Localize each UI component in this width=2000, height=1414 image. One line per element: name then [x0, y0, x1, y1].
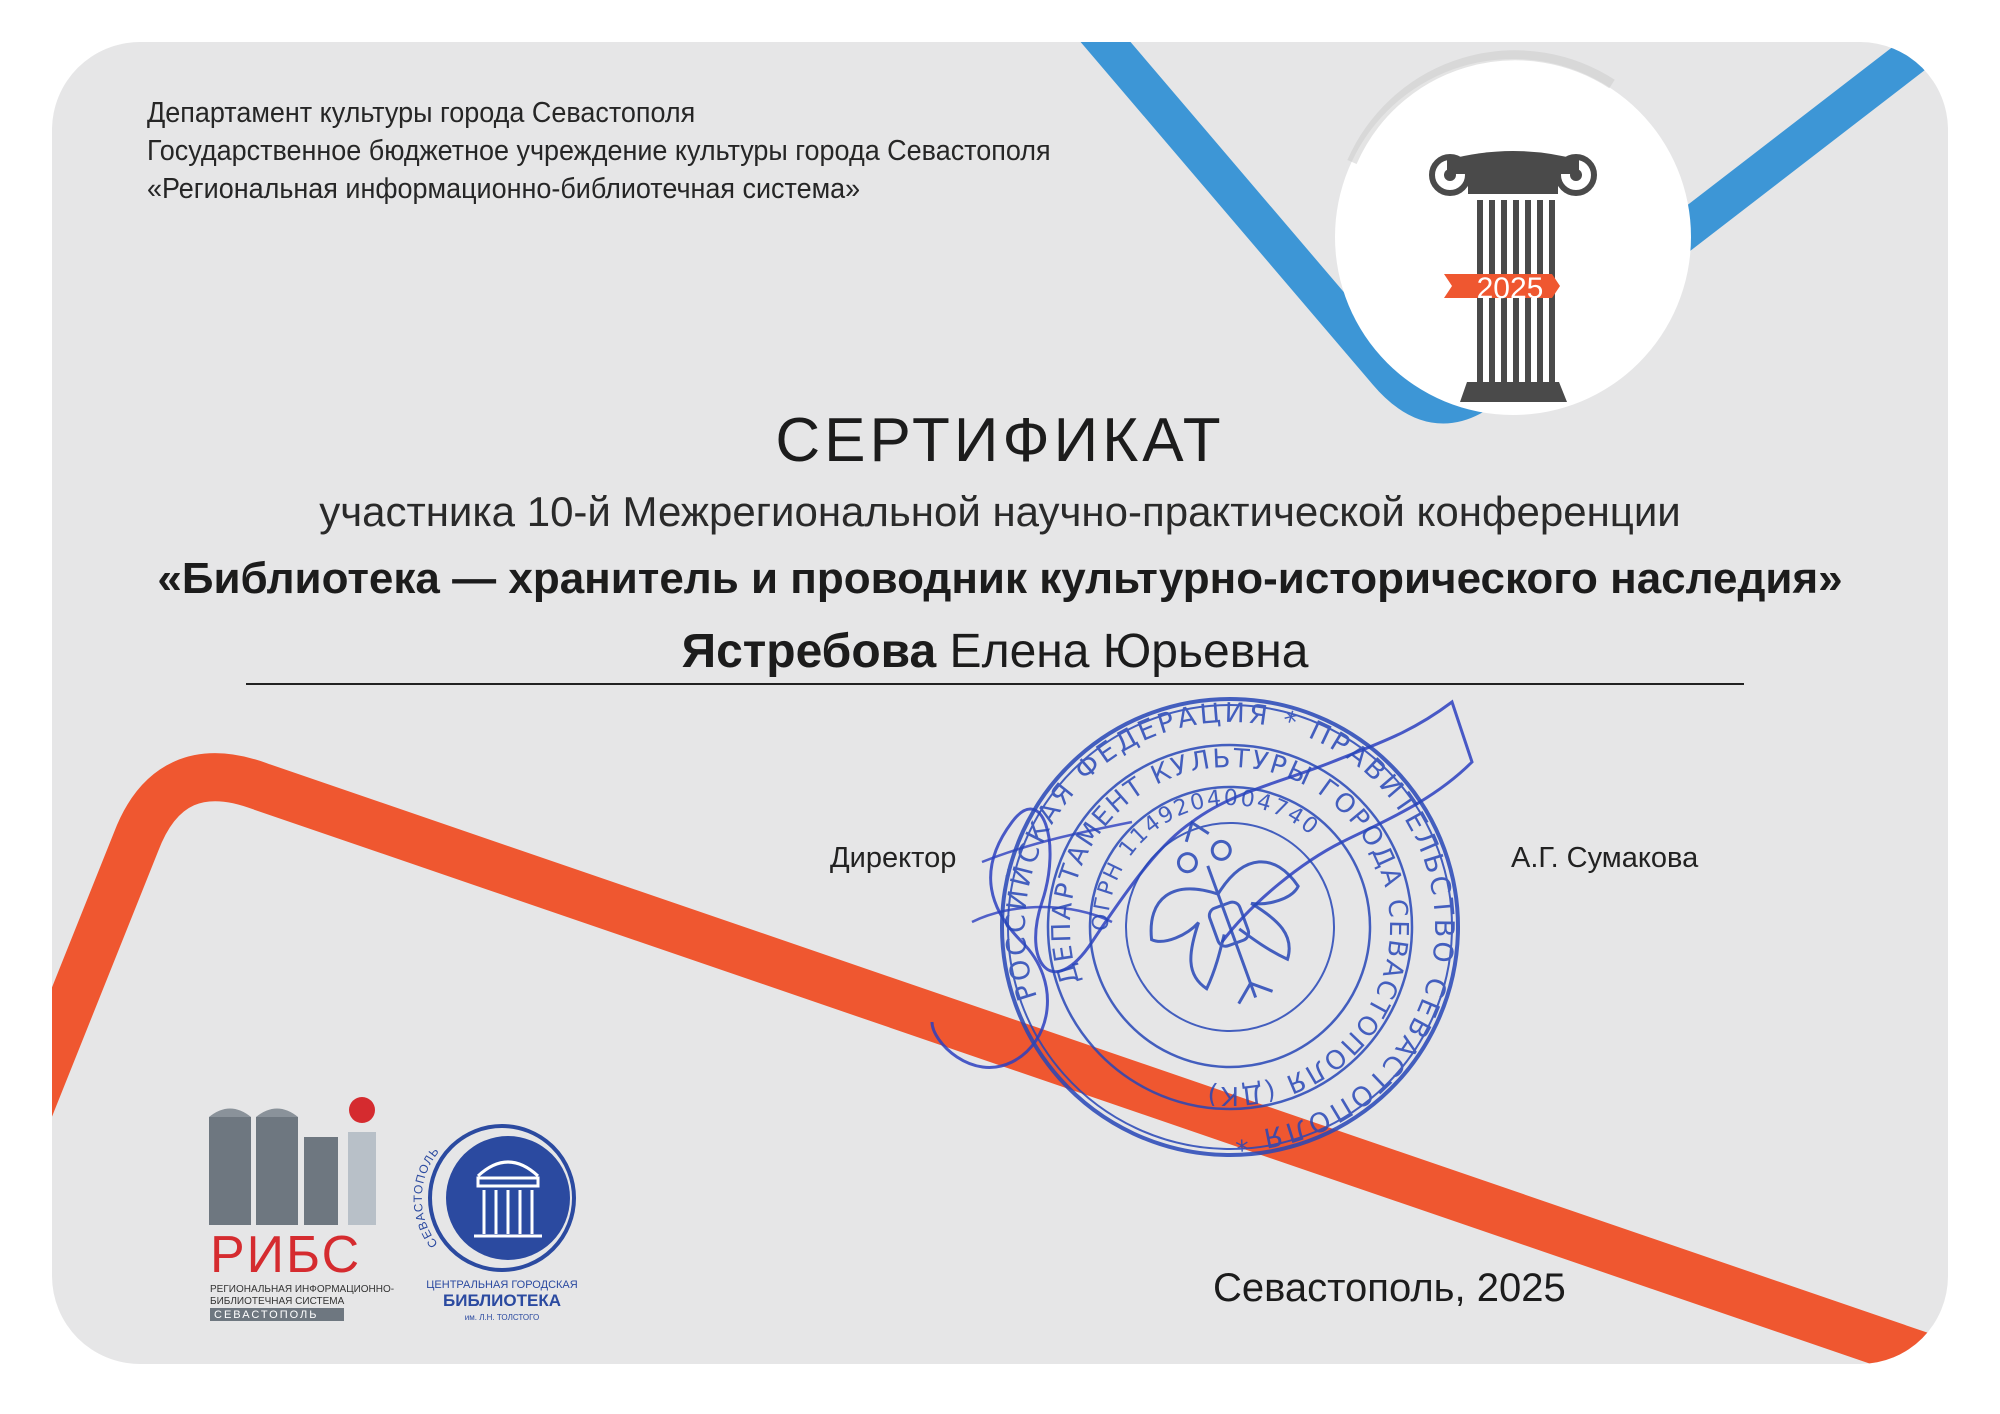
- library-logo: [402, 1094, 602, 1334]
- library-line2: БИБЛИОТЕКА: [443, 1291, 561, 1310]
- ribs-line1: РЕГИОНАЛЬНАЯ ИНФОРМАЦИОННО-: [210, 1284, 395, 1295]
- library-arc-text: СЕВАСТОПОЛЬ: [410, 1144, 443, 1251]
- issuer-line-3: «Региональная информационно-библиотечная система»: [147, 173, 861, 205]
- books-icon: [209, 1097, 376, 1225]
- participant-given-names: Елена Юрьевна: [949, 625, 1309, 678]
- svg-text:СЕВАСТОПОЛЬ: [411, 1144, 442, 1251]
- ribs-city: СЕВАСТОПОЛЬ: [214, 1309, 319, 1321]
- year-badge: 2025: [1476, 272, 1544, 305]
- signatory-role: Директор: [830, 842, 957, 874]
- library-line3: им. Л.Н. ТОЛСТОГО: [464, 1313, 540, 1322]
- library-line1: ЦЕНТРАЛЬНАЯ ГОРОДСКАЯ: [426, 1279, 578, 1291]
- issuer-line-2: Государственное бюджетное учреждение культуры города Севастополя: [147, 135, 1051, 167]
- signatory-name: А.Г. Сумакова: [1511, 842, 1699, 874]
- ribs-line2: БИБЛИОТЕЧНАЯ СИСТЕМА: [210, 1296, 345, 1307]
- participant-name: [0, 624, 1990, 679]
- certificate-title: СЕРТИФИКАТ: [775, 406, 1225, 475]
- participant-surname: Ястребова: [681, 625, 937, 678]
- conference-name: «Библиотека — хранитель и проводник культурно-исторического наследия»: [157, 554, 1843, 603]
- certificate-subtitle: участника 10-й Межрегиональной научно-практической конференции: [319, 488, 1681, 535]
- issuer-line-1: Департамент культуры города Севастополя: [147, 97, 696, 129]
- ribs-logo: [204, 1082, 404, 1322]
- ribs-name: РИБС: [210, 1226, 362, 1284]
- stamp-ogrn-text: ОГРН 1149204004740: [1088, 785, 1324, 932]
- stamp-outer-text: РОССИЙСКАЯ ФЕДЕРАЦИЯ * ПРАВИТЕЛЬСТВО СЕВАСТОПОЛЯ *: [1000, 697, 1460, 1157]
- name-underline: [246, 683, 1744, 685]
- stamp-middle-text: ДЕПАРТАМЕНТ КУЛЬТУРЫ ГОРОДА СЕВАСТОПОЛЯ (ДК): [1046, 743, 1414, 1111]
- place-and-year: Севастополь, 2025: [1213, 1266, 1566, 1310]
- certificate-card: [52, 42, 1948, 1364]
- issuer-header: [147, 94, 1051, 208]
